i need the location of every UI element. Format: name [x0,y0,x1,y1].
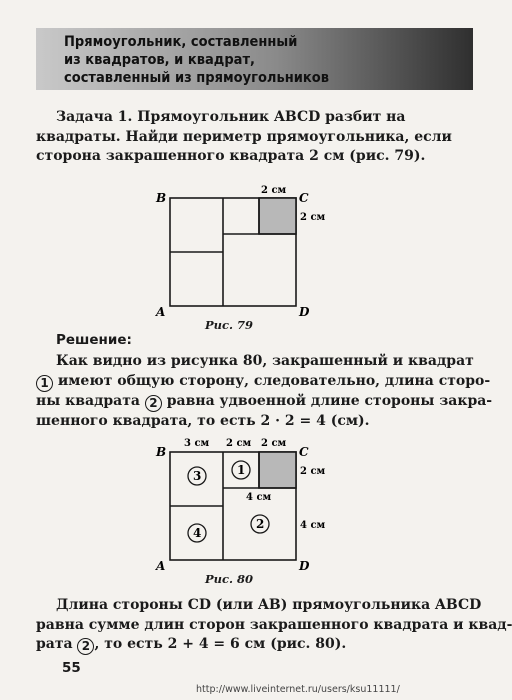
fig80-top-dim: 2 см [261,438,287,449]
watermark-url: http://www.liveinternet.ru/users/ksu11111/ [196,684,400,695]
solution-line: равна удвоенной длине стороны закра- [161,392,493,409]
fig80-inner-dim: 4 см [246,492,272,503]
fig80-right-mid-dim: 4 см [300,520,326,531]
fig79-label-d: D [299,305,310,319]
fig80-label-d: D [299,559,310,573]
fig80-label-c: C [299,445,309,459]
fig80-square-1: 1 [237,463,246,477]
fig79-side-dim: 2 см [300,212,326,223]
circled-number: 2 [77,638,94,655]
task-line: Прямоугольник ABCD разбит на [132,109,406,125]
task-line: квадраты. Найди периметр прямоугольника, если [36,128,452,145]
fig80-label-a: A [156,559,166,573]
page-number: 55 [62,660,81,676]
chapter-title-line: составленный из прямоугольников [64,70,329,86]
solution-label: Решение: [56,332,132,348]
fig79-label-c: C [299,191,309,205]
figure-80 [150,432,335,574]
conclusion-line: Длина стороны CD (или AB) прямоугольника ABCD [56,597,482,613]
solution-line: ны квадрата [36,392,145,409]
fig80-caption: Рис. 80 [205,572,254,586]
fig80-top-dim: 3 см [184,438,210,449]
fig79-top-dim: 2 см [261,185,287,196]
fig80-square-2: 2 [256,517,265,531]
task-label: Задача 1. [56,109,133,125]
conclusion-line: рата [36,636,78,652]
solution-text [36,352,493,431]
fig79-caption: Рис. 79 [205,318,254,332]
fig80-square-3: 3 [193,469,202,483]
circled-number: 2 [145,395,162,412]
solution-line: имеют общую сторону, следовательно, длина сторо- [53,372,491,389]
conclusion-line: , то есть 2 + 4 = 6 см (рис. 80). [94,636,347,652]
figure-79 [150,178,326,320]
chapter-title-line: из квадратов, и квадрат, [64,52,255,68]
fig80-right-top-dim: 2 см [300,466,326,477]
conclusion-text [36,596,512,655]
fig79-shaded-square [259,198,296,234]
solution-line: шенного квадрата, то есть 2 · 2 = 4 (см). [36,412,370,429]
fig80-label-b: B [156,445,167,459]
fig80-square-4: 4 [193,526,202,540]
task-statement [36,108,452,167]
conclusion-line: равна сумме длин сторон закрашенного квадрата и квад- [36,616,512,633]
chapter-title [64,33,424,87]
chapter-title-line: Прямоугольник, составленный [64,34,298,50]
fig80-top-dim: 2 см [226,438,252,449]
solution-line: Как видно из рисунка 80, закрашенный и квадрат [56,353,474,369]
fig80-shaded-square [259,452,296,488]
circled-number: 1 [36,375,53,392]
task-line: сторона закрашенного квадрата 2 см (рис. 79). [36,148,426,164]
fig79-label-b: B [156,191,167,205]
fig79-label-a: A [156,305,166,319]
